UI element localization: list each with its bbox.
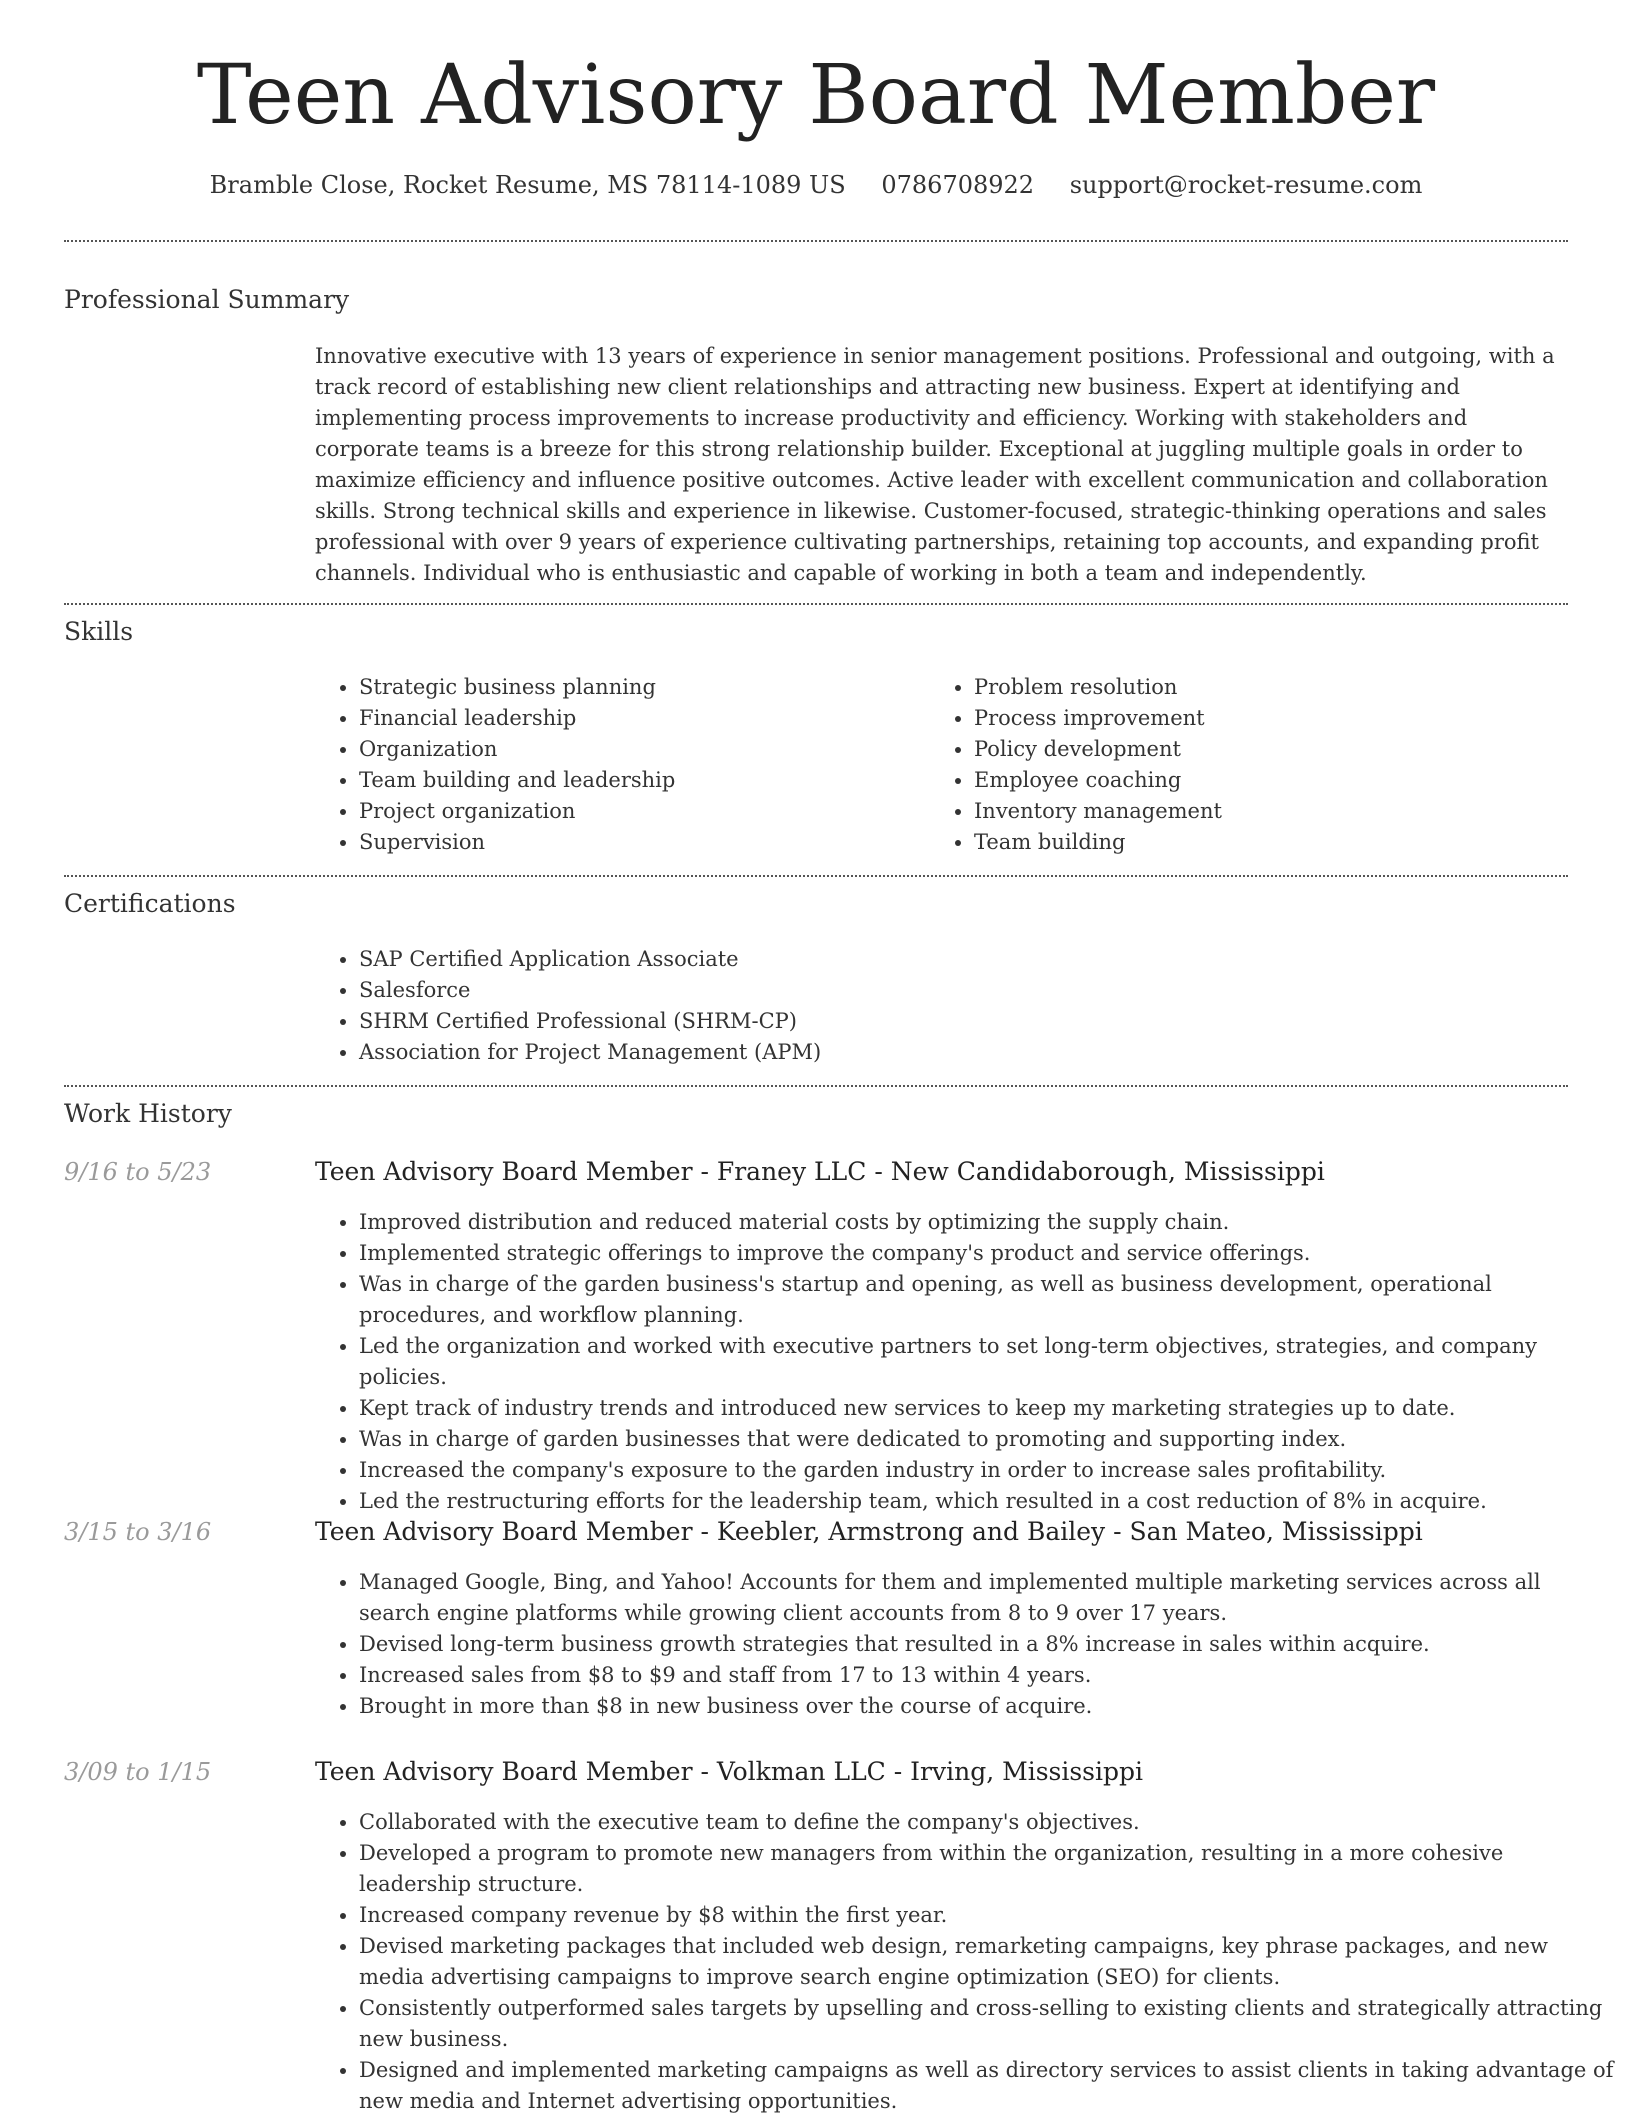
- job-dates: 3/09 to 1/15: [64, 1758, 212, 1786]
- contact-phone: 0786708922: [881, 171, 1035, 199]
- job-bullet: • Developed a program to promote new managers from within the organization, resulting in a more cohesive leadership structure.: [359, 1838, 1615, 1900]
- job-title: Teen Advisory Board Member - Franey LLC - New Candidaborough, Mississippi: [315, 1157, 1325, 1186]
- certification-item: • SHRM Certified Professional (SHRM-CP): [359, 1006, 1559, 1037]
- section-title-summary: Professional Summary: [64, 285, 350, 314]
- skill-item: • Employee coaching: [974, 765, 1574, 796]
- skill-item: • Inventory management: [974, 796, 1574, 827]
- job-bullet: • Was in charge of the garden business's startup and opening, as well as business development, operational procedures, and workflow planning.: [359, 1269, 1615, 1331]
- divider: [64, 875, 1568, 877]
- divider: [64, 240, 1568, 242]
- contact-email: support@rocket-resume.com: [1069, 171, 1423, 199]
- job-bullet: • Designed and implemented marketing campaigns as well as directory services to assist clients in taking advantage of new media and Internet advertising opportunities.: [359, 2055, 1615, 2117]
- job-bullet: • Increased company revenue by $8 within the first year.: [359, 1900, 1615, 1931]
- skills-list-left: [315, 672, 919, 858]
- summary-text: Innovative executive with 13 years of experience in senior management positions. Professional and outgoing, with a track record of establishing new client relationships and attracting new business. Expert at identifying and implementing process improvements to increase productivity and efficiency. Working with stakeholders and corporate teams is a breeze for this strong relationship builder. Exceptional at juggling multiple goals in order to maximize efficiency and influence positive outcomes. Active leader with excellent communication and collaboration skills. Strong technical skills and experience in likewise. Customer-focused, strategic-thinking operations and sales professional with over 9 years of experience cultivating partnerships, retaining top accounts, and expanding profit channels. Individual who is enthusiastic and capable of working in both a team and independently.: [315, 344, 1555, 585]
- skills-list-right: [930, 672, 1574, 858]
- job-title: Teen Advisory Board Member - Keebler, Armstrong and Bailey - San Mateo, Mississippi: [315, 1517, 1423, 1546]
- skill-item: • Organization: [359, 734, 919, 765]
- certification-item: • Association for Project Management (APM): [359, 1037, 1559, 1068]
- certification-item: • SAP Certified Application Associate: [359, 944, 1559, 975]
- divider: [64, 1085, 1568, 1087]
- job-bullets: [315, 1567, 1615, 1722]
- job-bullets: [315, 1807, 1615, 2117]
- job-bullet: • Kept track of industry trends and introduced new services to keep my marketing strategies up to date.: [359, 1393, 1615, 1424]
- job-bullet: • Led the restructuring efforts for the leadership team, which resulted in a cost reduction of 8% in acquire.: [359, 1486, 1615, 1517]
- skill-item: • Process improvement: [974, 703, 1574, 734]
- section-title-certifications: Certifications: [64, 889, 236, 918]
- job-dates: 3/15 to 3/16: [64, 1518, 212, 1546]
- job-bullet: • Devised long-term business growth strategies that resulted in a 8% increase in sales within acquire.: [359, 1629, 1615, 1660]
- contact-line: [0, 171, 1632, 199]
- job-bullet: • Implemented strategic offerings to improve the company's product and service offerings.: [359, 1238, 1615, 1269]
- divider: [64, 603, 1568, 605]
- skill-item: • Project organization: [359, 796, 919, 827]
- skill-item: • Team building: [974, 827, 1574, 858]
- job-bullet: • Led the organization and worked with executive partners to set long-term objectives, strategies, and company policies.: [359, 1331, 1615, 1393]
- skill-item: • Policy development: [974, 734, 1574, 765]
- job-dates: 9/16 to 5/23: [64, 1158, 212, 1186]
- certifications-list: [315, 944, 1559, 1068]
- skill-item: • Supervision: [359, 827, 919, 858]
- job-bullet: • Collaborated with the executive team to define the company's objectives.: [359, 1807, 1615, 1838]
- job-bullets: [315, 1207, 1615, 1517]
- skill-item: • Team building and leadership: [359, 765, 919, 796]
- contact-address: Bramble Close, Rocket Resume, MS 78114-1089 US: [209, 171, 846, 199]
- job-bullet: • Was in charge of garden businesses that were dedicated to promoting and supporting index.: [359, 1424, 1615, 1455]
- job-bullet: • Increased the company's exposure to the garden industry in order to increase sales profitability.: [359, 1455, 1615, 1486]
- job-bullet: • Brought in more than $8 in new business over the course of acquire.: [359, 1691, 1615, 1722]
- job-bullet: • Improved distribution and reduced material costs by optimizing the supply chain.: [359, 1207, 1615, 1238]
- skill-item: • Financial leadership: [359, 703, 919, 734]
- job-bullet: • Increased sales from $8 to $9 and staff from 17 to 13 within 4 years.: [359, 1660, 1615, 1691]
- resume-name: Teen Advisory Board Member: [196, 48, 1436, 143]
- skill-item: • Problem resolution: [974, 672, 1574, 703]
- job-title: Teen Advisory Board Member - Volkman LLC - Irving, Mississippi: [315, 1757, 1144, 1786]
- job-bullet: • Consistently outperformed sales targets by upselling and cross-selling to existing clients and strategically attracting new business.: [359, 1993, 1615, 2055]
- job-bullet: • Managed Google, Bing, and Yahoo! Accounts for them and implemented multiple marketing services across all search engine platforms while growing client accounts from 8 to 9 over 17 years.: [359, 1567, 1615, 1629]
- job-bullet: • Devised marketing packages that included web design, remarketing campaigns, key phrase packages, and new media advertising campaigns to improve search engine optimization (SEO) for clients.: [359, 1931, 1615, 1993]
- skill-item: • Strategic business planning: [359, 672, 919, 703]
- section-title-work-history: Work History: [64, 1099, 232, 1128]
- section-title-skills: Skills: [64, 617, 134, 646]
- certification-item: • Salesforce: [359, 975, 1559, 1006]
